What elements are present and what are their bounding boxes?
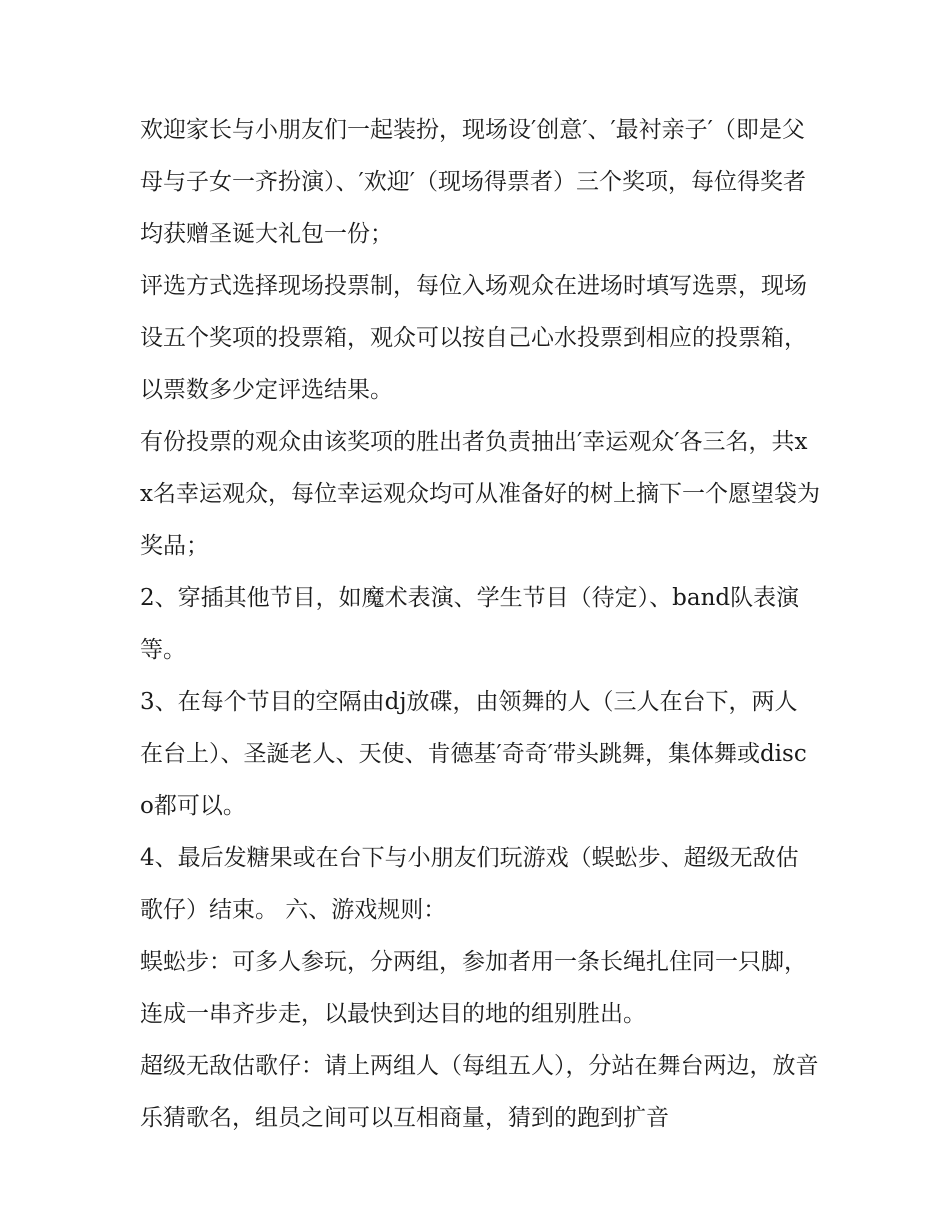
paragraph-voting-method: 评选方式选择现场投票制，每位入场观众在进场时填写选票，现场设五个奖项的投票箱，观众可以按自己心水投票到相应的投票箱，以票数多少定评选结果。 xyxy=(140,273,807,403)
paragraph-game-song-guess: 超级无敌估歌仔：请上两组人（每组五人），分站在舞台两边，放音乐猜歌名，组员之间可以互相商量，猜到的跑到扩音 xyxy=(140,1053,819,1131)
paragraph-game-centipede: 蜈蚣步：可多人参玩，分两组，参加者用一条长绳扎住同一只脚，连成一串齐步走，以最快到达目的地的组别胜出。 xyxy=(140,949,807,1027)
paragraph-item-2-performances: 2、穿插其他节目，如魔术表演、学生节目（待定）、band队表演等。 xyxy=(140,585,800,663)
document-body xyxy=(140,104,820,1144)
paragraph-item-3-dance: 3、在每个节目的空隔由dj放碟，由领舞的人（三人在台下，两人在台上）、圣誕老人、天使、肯德基′奇奇′带头跳舞，集体舞或disco都可以。 xyxy=(140,689,807,819)
paragraph-lucky-audience: 有份投票的观众由该奖项的胜出者负责抽出′幸运观众′各三名，共xx名幸运观众，每位幸运观众均可从准备好的树上摘下一个愿望袋为奖品； xyxy=(140,429,820,559)
paragraph-costume-awards: 欢迎家长与小朋友们一起装扮，现场设′创意′、′最衬亲子′（即是父母与子女一齐扮演）、′欢迎′（现场得票者）三个奖项，每位得奖者均获赠圣诞大礼包一份； xyxy=(140,117,806,247)
paragraph-item-4-ending: 4、最后发糖果或在台下与小朋友们玩游戏（蜈蚣步、超级无敌估歌仔）结束。 六、游戏规则： xyxy=(140,845,799,923)
